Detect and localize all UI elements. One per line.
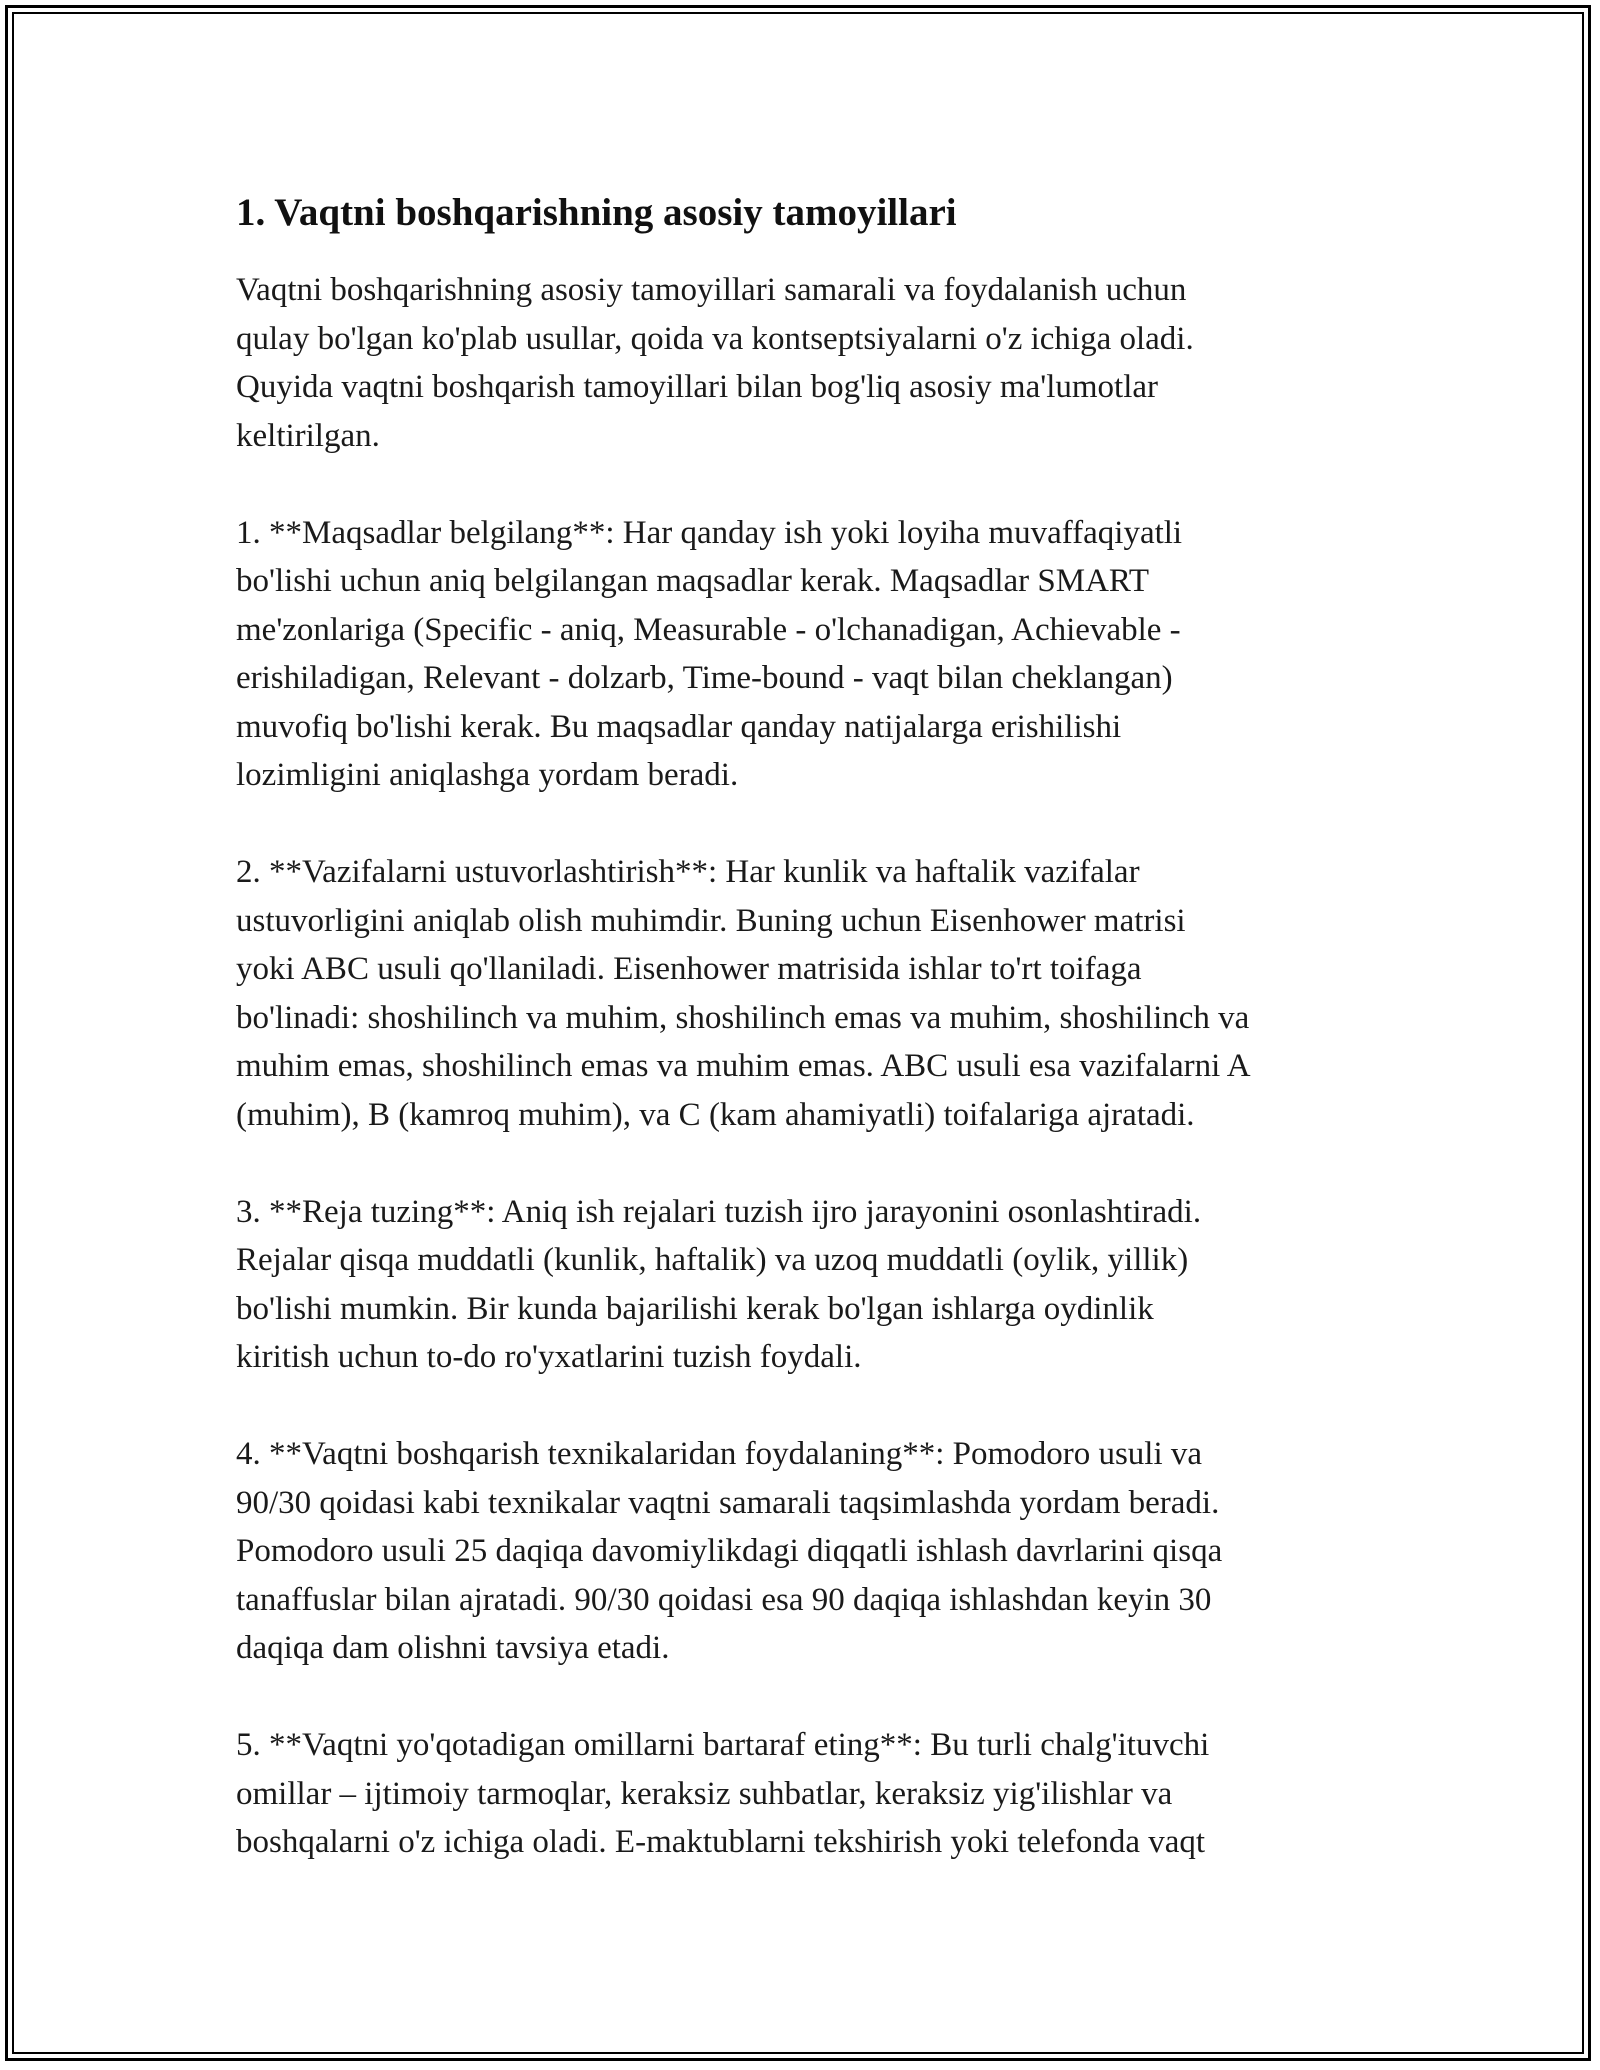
text-line: yoki ABC usuli qo'llaniladi. Eisenhower matrisida ishlar to'rt toifaga [236, 951, 1142, 987]
principle-paragraph-2 [236, 848, 1396, 1139]
text-line: muvofiq bo'lishi kerak. Bu maqsadlar qanday natijalarga erishilishi [236, 708, 1122, 745]
text-line: me'zonlariga (Specific - aniq, Measurable - o'lchanadigan, Achievable - [236, 611, 1181, 648]
text-line: erishiladigan, Relevant - dolzarb, Time-bound - vaqt bilan cheklangan) [236, 660, 1173, 696]
text-line: bo'linadi: shoshilinch va muhim, shoshilinch emas va muhim, shoshilinch va [236, 999, 1250, 1036]
page-title: 1. Vaqtni boshqarishning asosiy tamoyillari [236, 191, 957, 234]
text-line: 5. **Vaqtni yo'qotadigan omillarni bartaraf eting**: Bu turli chalg'ituvchi [236, 1727, 1210, 1763]
text-line: boshqalarni o'z ichiga oladi. E-maktublarni tekshirish yoki telefonda vaqt [236, 1824, 1206, 1860]
text-line: Vaqtni boshqarishning asosiy tamoyillari samarali va foydalanish uchun [236, 272, 1187, 308]
text-line: lozimligini aniqlashga yordam beradi. [236, 757, 739, 793]
text-line: ustuvorligini aniqlab olish muhimdir. Buning uchun Eisenhower matrisi [236, 902, 1186, 939]
text-line: kiritish uchun to-do ro'yxatlarini tuzish foydali. [236, 1339, 862, 1375]
document-body [236, 187, 1396, 1915]
text-line: 1. **Maqsadlar belgilang**: Har qanday ish yoki loyiha muvaffaqiyatli [236, 514, 1183, 551]
text-line: keltirilgan. [236, 417, 380, 454]
text-line: bo'lishi mumkin. Bir kunda bajarilishi kerak bo'lgan ishlarga oydinlik [236, 1290, 1154, 1327]
text-line: daqiqa dam olishni tavsiya etadi. [236, 1630, 670, 1666]
text-line: (muhim), B (kamroq muhim), va C (kam ahamiyatli) toifalariga ajratadi. [236, 1096, 1195, 1133]
text-line: 90/30 qoidasi kabi texnikalar vaqtni samarali taqsimlashda yordam beradi. [236, 1484, 1220, 1521]
text-line: Quyida vaqtni boshqarish tamoyillari bilan bog'liq asosiy ma'lumotlar [236, 369, 1159, 405]
text-line: tanaffuslar bilan ajratadi. 90/30 qoidasi esa 90 daqiqa ishlashdan keyin 30 [236, 1581, 1212, 1618]
text-line: 2. **Vazifalarni ustuvorlashtirish**: Har kunlik va haftalik vazifalar [236, 854, 1140, 890]
principle-paragraph-5 [236, 1721, 1396, 1867]
principle-paragraph-1 [236, 509, 1396, 800]
text-line: 3. **Reja tuzing**: Aniq ish rejalari tuzish ijro jarayonini osonlashtiradi. [236, 1193, 1202, 1230]
principle-paragraph-3 [236, 1188, 1396, 1382]
intro-paragraph [236, 266, 1396, 460]
text-line: Rejalar qisqa muddatli (kunlik, haftalik) va uzoq muddatli (oylik, yillik) [236, 1242, 1189, 1278]
principle-paragraph-4 [236, 1430, 1396, 1673]
text-line: qulay bo'lgan ko'plab usullar, qoida va kontseptsiyalarni o'z ichiga oladi. [236, 320, 1194, 357]
text-line: 4. **Vaqtni boshqarish texnikalaridan foydalaning**: Pomodoro usuli va [236, 1436, 1203, 1472]
text-line: omillar – ijtimoiy tarmoqlar, keraksiz suhbatlar, keraksiz yig'ilishlar va [236, 1775, 1173, 1812]
text-line: Pomodoro usuli 25 daqiqa davomiylikdagi diqqatli ishlash davrlarini qisqa [236, 1533, 1223, 1569]
text-line: muhim emas, shoshilinch emas va muhim emas. ABC usuli esa vazifalarni A [236, 1048, 1251, 1084]
text-line: bo'lishi uchun aniq belgilangan maqsadlar kerak. Maqsadlar SMART [236, 563, 1150, 599]
